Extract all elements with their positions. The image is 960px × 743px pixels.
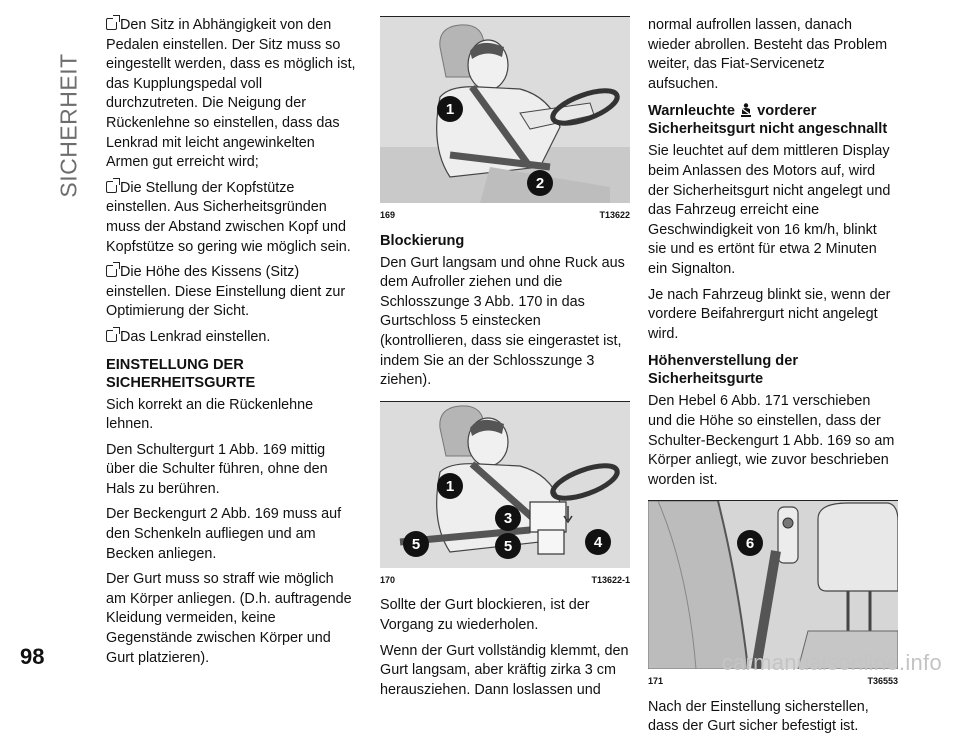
figure-code: T13622-1	[591, 574, 630, 585]
column-left	[106, 16, 356, 674]
list-item: Die Stellung der Kopfstütze einstellen. Aus Sicherheitsgründen muss der Abstand zwischen Kopf und Kopfstütze so gering wie möglich sein.	[106, 179, 351, 255]
belt-height-adjuster-illustration	[648, 501, 898, 669]
page-number: 98	[20, 644, 45, 669]
callout-badge	[402, 530, 430, 558]
paragraph: Den Hebel 6 Abb. 171 verschieben und die Höhe so einstellen, dass der Schulter-Beckengurt 1 Abb. 169 so am Körper anliegt, wie zuvor beschrieben worden ist.	[648, 393, 895, 488]
section-heading: EINSTELLUNG DER SICHERHEITSGURTE	[106, 356, 256, 391]
bullet-icon	[106, 330, 117, 342]
paragraph: Der Beckengurt 2 Abb. 169 muss auf den Schenkeln aufliegen und am Becken anliegen.	[106, 506, 342, 562]
callout-badge	[436, 95, 464, 123]
figure-code: T13622	[599, 210, 630, 220]
list-item: Die Höhe des Kissens (Sitz) einstellen. Diese Einstellung dient zur Optimierung der Sicht.	[106, 264, 346, 320]
figure-number: 169	[380, 210, 396, 220]
callout-badge	[436, 472, 464, 500]
paragraph: Den Gurt langsam und ohne Ruck aus dem Aufroller ziehen und die Schlosszunge 3 Abb. 170 in das Gurtschloss 5 einstecken (kontrollieren, dass sie eingerastet ist, indem Sie an der Schlosszunge 3 ziehen).	[380, 254, 625, 389]
paragraph: Nach der Einstellung sicherstellen, dass der Gurt sicher befestigt ist.	[648, 698, 869, 735]
svg-text:4: 4	[593, 533, 603, 551]
subheading-blockierung: Blockierung	[380, 232, 465, 249]
paragraph: Sollte der Gurt blockieren, ist der Vorgang zu wiederholen.	[380, 597, 590, 633]
column-middle	[380, 16, 630, 706]
paragraph: Je nach Fahrzeug blinkt sie, wenn der vordere Beifahrergurt nicht angelegt wird.	[648, 286, 891, 342]
figure-number: 170	[380, 574, 396, 585]
figure-171-illustration	[648, 501, 898, 669]
callout-badge	[526, 169, 554, 197]
figure-caption	[380, 571, 630, 591]
callout-badge	[494, 504, 522, 532]
paragraph: Sie leuchtet auf dem mittleren Display beim Anlassen des Motors auf, wird der Sicherheitsgurt nicht angelegt und das Fahrzeug erreicht eine Geschwindigkeit von 16 km/h, blinkt sie und es ertönt für etwa 2 Minuten ein Signalton.	[648, 143, 891, 277]
callout-badge	[736, 529, 764, 557]
list-item: Den Sitz in Abhängigkeit von den Pedalen einstellen. Der Sitz muss so eingestellt werden, dass es möglich ist, das Kupplungspedal voll durchzutreten. Die Neigung der Rückenlehne so einstellen, dass das Lenkrad mit leicht angewinkelten Armen gut erreicht wird;	[106, 17, 356, 171]
figure-caption	[380, 206, 630, 226]
section-title: SICHERHEIT	[55, 52, 82, 198]
driver-seatbelt-illustration	[380, 17, 630, 203]
paragraph: Der Gurt muss so straff wie möglich am Körper anliegen. (D.h. auftragende Kleidung vermeiden, keine Gegenstände zwischen Körper und Gurt platzieren).	[106, 571, 352, 666]
paragraph: Den Schultergurt 1 Abb. 169 mittig über die Schulter führen, ohne den Hals zu berühren.	[106, 441, 328, 497]
bullet-icon	[106, 18, 117, 30]
figure-code: T36553	[867, 676, 898, 687]
seatbelt-warning-icon	[740, 103, 752, 117]
paragraph: normal aufrollen lassen, danach wieder abrollen. Besteht das Problem weiter, das Fiat-Servicenetz aufsuchen.	[648, 17, 888, 92]
watermark: carmanualsonline.info	[721, 650, 942, 675]
figure-170	[380, 401, 630, 591]
figure-170-illustration	[380, 402, 630, 568]
callout-badge	[584, 528, 612, 556]
svg-text:1: 1	[445, 101, 455, 118]
svg-text:5: 5	[411, 535, 421, 553]
bullet-icon	[106, 181, 117, 193]
bullet-icon	[106, 265, 117, 277]
figure-169-illustration	[380, 17, 630, 203]
svg-text:2: 2	[535, 175, 545, 192]
figure-number: 171	[648, 676, 664, 687]
svg-text:1: 1	[445, 477, 455, 495]
subheading-warnleuchte: Warnleuchte vorderer Sicherheitsgurt nicht angeschnallt	[648, 103, 888, 138]
list-item: Das Lenkrad einstellen.	[106, 328, 356, 348]
svg-text:5: 5	[503, 537, 513, 555]
paragraph: Wenn der Gurt vollständig klemmt, den Gurt langsam, aber kräftig zirka 3 cm herausziehen. Dann loslassen und	[380, 642, 629, 698]
figure-169	[380, 16, 630, 226]
subheading-hoehenverstellung: Höhenverstellung der Sicherheitsgurte	[648, 353, 799, 388]
svg-text:6: 6	[745, 535, 755, 553]
svg-text:3: 3	[503, 509, 513, 527]
column-right	[648, 16, 898, 743]
paragraph: Sich korrekt an die Rückenlehne lehnen.	[106, 396, 314, 433]
callout-badge	[494, 532, 522, 560]
section-side-tab	[52, 40, 86, 210]
